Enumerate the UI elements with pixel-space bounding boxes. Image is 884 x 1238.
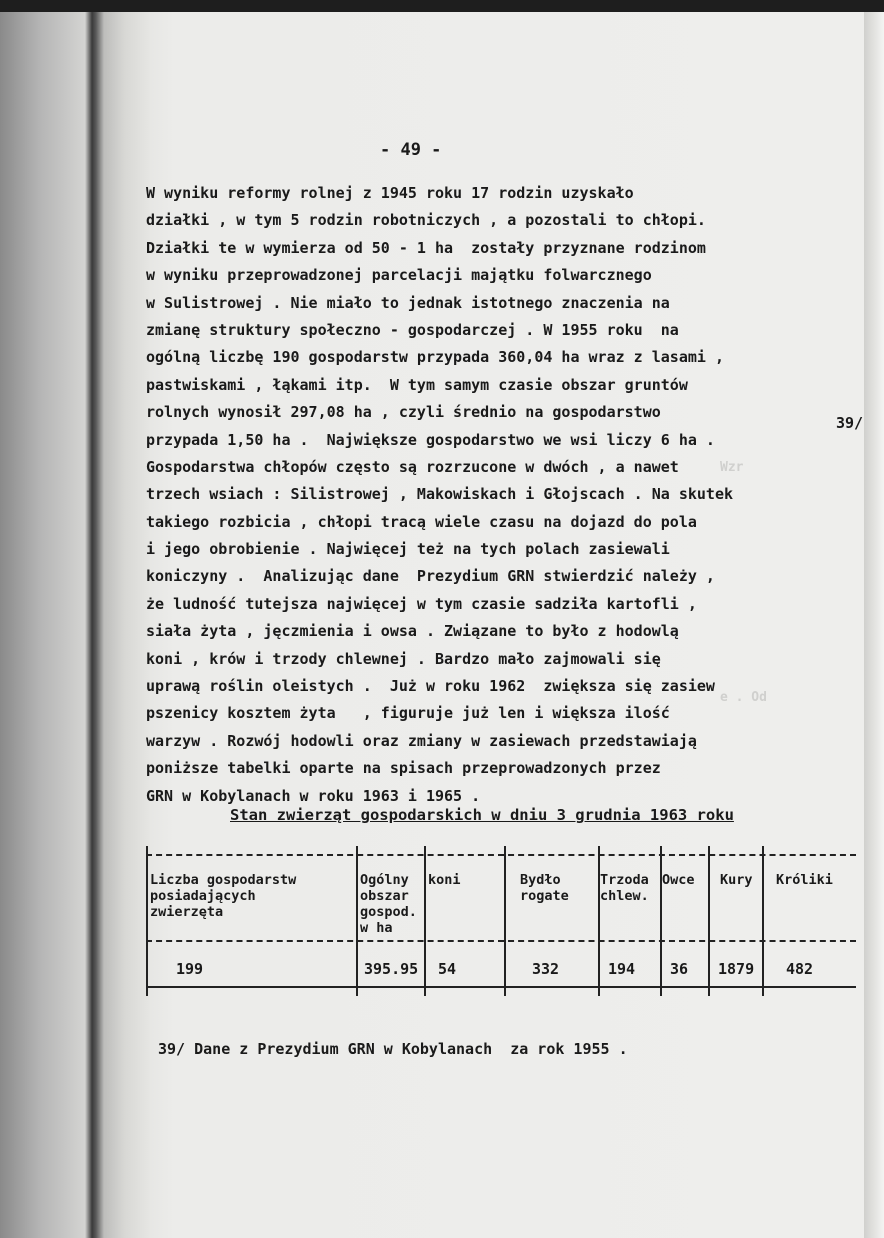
text-line: koni , krów i trzody chlewnej . Bardzo mało zajmowali się [146, 649, 661, 668]
table-header-cell: Bydło rogate [520, 872, 569, 904]
table-header-cell: Ogólny obszar gospod. w ha [360, 872, 417, 936]
table-header-cell: Króliki [776, 872, 833, 888]
text-line: pastwiskami , łąkami itp. W tym samym czasie obszar gruntów [146, 375, 688, 394]
text-line: Gospodarstwa chłopów często są rozrzucone w dwóch , a nawet [146, 457, 679, 476]
text-line: uprawą roślin oleistych . Już w roku 1962 zwiększa się zasiew [146, 677, 715, 696]
table-column-divider [708, 846, 710, 996]
footnote: 39/ Dane z Prezydium GRN w Kobylanach za rok 1955 . [158, 1040, 628, 1058]
text-line: poniższe tabelki oparte na spisach przeprowadzonych przez [146, 759, 661, 778]
table-column-divider [598, 846, 600, 996]
table-column-divider [660, 846, 662, 996]
text-line: siała żyta , jęczmienia i owsa . Związane to było z hodowlą [146, 622, 679, 641]
table-cell: 395.95 [364, 960, 419, 978]
table-column-divider [424, 846, 426, 996]
table-rule-top [146, 854, 856, 856]
text-line: działki , w tym 5 rodzin robotniczych , a pozostali to chłopi. [146, 211, 706, 230]
text-line: Działki te w wymierza od 50 - 1 ha zostały przyznane rodzinom [146, 238, 706, 257]
text-line: przypada 1,50 ha . Największe gospodarstwo we wsi liczy 6 ha . [146, 430, 715, 449]
text-line: ogólną liczbę 190 gospodarstw przypada 360,04 ha wraz z lasami , [146, 348, 724, 367]
text-line: i jego obrobienie . Najwięcej też na tych polach zasiewali [146, 540, 670, 559]
text-line: W wyniku reformy rolnej z 1945 roku 17 rodzin uzyskało [146, 184, 634, 202]
text-line: w wyniku przeprowadzonej parcelacji majątku folwarcznego [146, 266, 652, 285]
table-rule-bottom [146, 986, 856, 988]
text-line: w Sulistrowej . Nie miało to jednak istotnego znaczenia na [146, 293, 670, 312]
table-column-divider [762, 846, 764, 996]
table-column-divider [146, 846, 148, 996]
table-header-cell: Kury [720, 872, 753, 888]
livestock-table [146, 846, 856, 996]
bleed-through-text: Wzr [720, 460, 744, 475]
text-line: zmianę struktury społeczno - gospodarczej . W 1955 roku na [146, 320, 679, 339]
text-line: koniczyny . Analizując dane Prezydium GRN stwierdzić należy , [146, 567, 715, 586]
scan-top-border [0, 0, 884, 12]
binding-shadow [0, 12, 150, 1238]
table-cell: 1879 [718, 960, 755, 978]
table-cell: 482 [786, 960, 814, 978]
table-header-cell: Trzoda chlew. [600, 872, 649, 904]
table-cell: 36 [670, 960, 689, 978]
page-edge [864, 12, 884, 1238]
text-line: takiego rozbicia , chłopi tracą wiele czasu na dojazd do pola [146, 512, 697, 531]
table-header-cell: Owce [662, 872, 695, 888]
text-line: pszenicy kosztem żyta , figuruje już len i większa ilość [146, 704, 670, 723]
text-line: GRN w Kobylanach w roku 1963 i 1965 . [146, 786, 481, 805]
text-line: rolnych wynosił 297,08 ha , czyli średnio na gospodarstwo [146, 403, 661, 422]
page-number: - 49 - [380, 140, 442, 160]
bleed-through-text: e . Od [720, 690, 767, 705]
footnote-reference: 39/ [836, 414, 864, 432]
table-rule-middle [146, 940, 856, 942]
table-column-divider [504, 846, 506, 996]
table-header-cell: Liczba gospodarstw posiadających zwierzęta [150, 872, 297, 920]
table-cell: 199 [176, 960, 204, 978]
table-cell: 194 [608, 960, 636, 978]
table-title: Stan zwierząt gospodarskich w dniu 3 grudnia 1963 roku [230, 806, 734, 824]
text-line: warzyw . Rozwój hodowli oraz zmiany w zasiewach przedstawiają [146, 731, 697, 750]
text-line: trzech wsiach : Silistrowej , Makowiskach i Głojscach . Na skutek [146, 485, 733, 504]
text-line: że ludność tutejsza najwięcej w tym czasie sadziła kartofli , [146, 594, 697, 613]
table-column-divider [356, 846, 358, 996]
table-cell: 332 [532, 960, 560, 978]
table-cell: 54 [438, 960, 457, 978]
body-paragraph [146, 180, 866, 810]
table-header-cell: koni [428, 872, 461, 888]
